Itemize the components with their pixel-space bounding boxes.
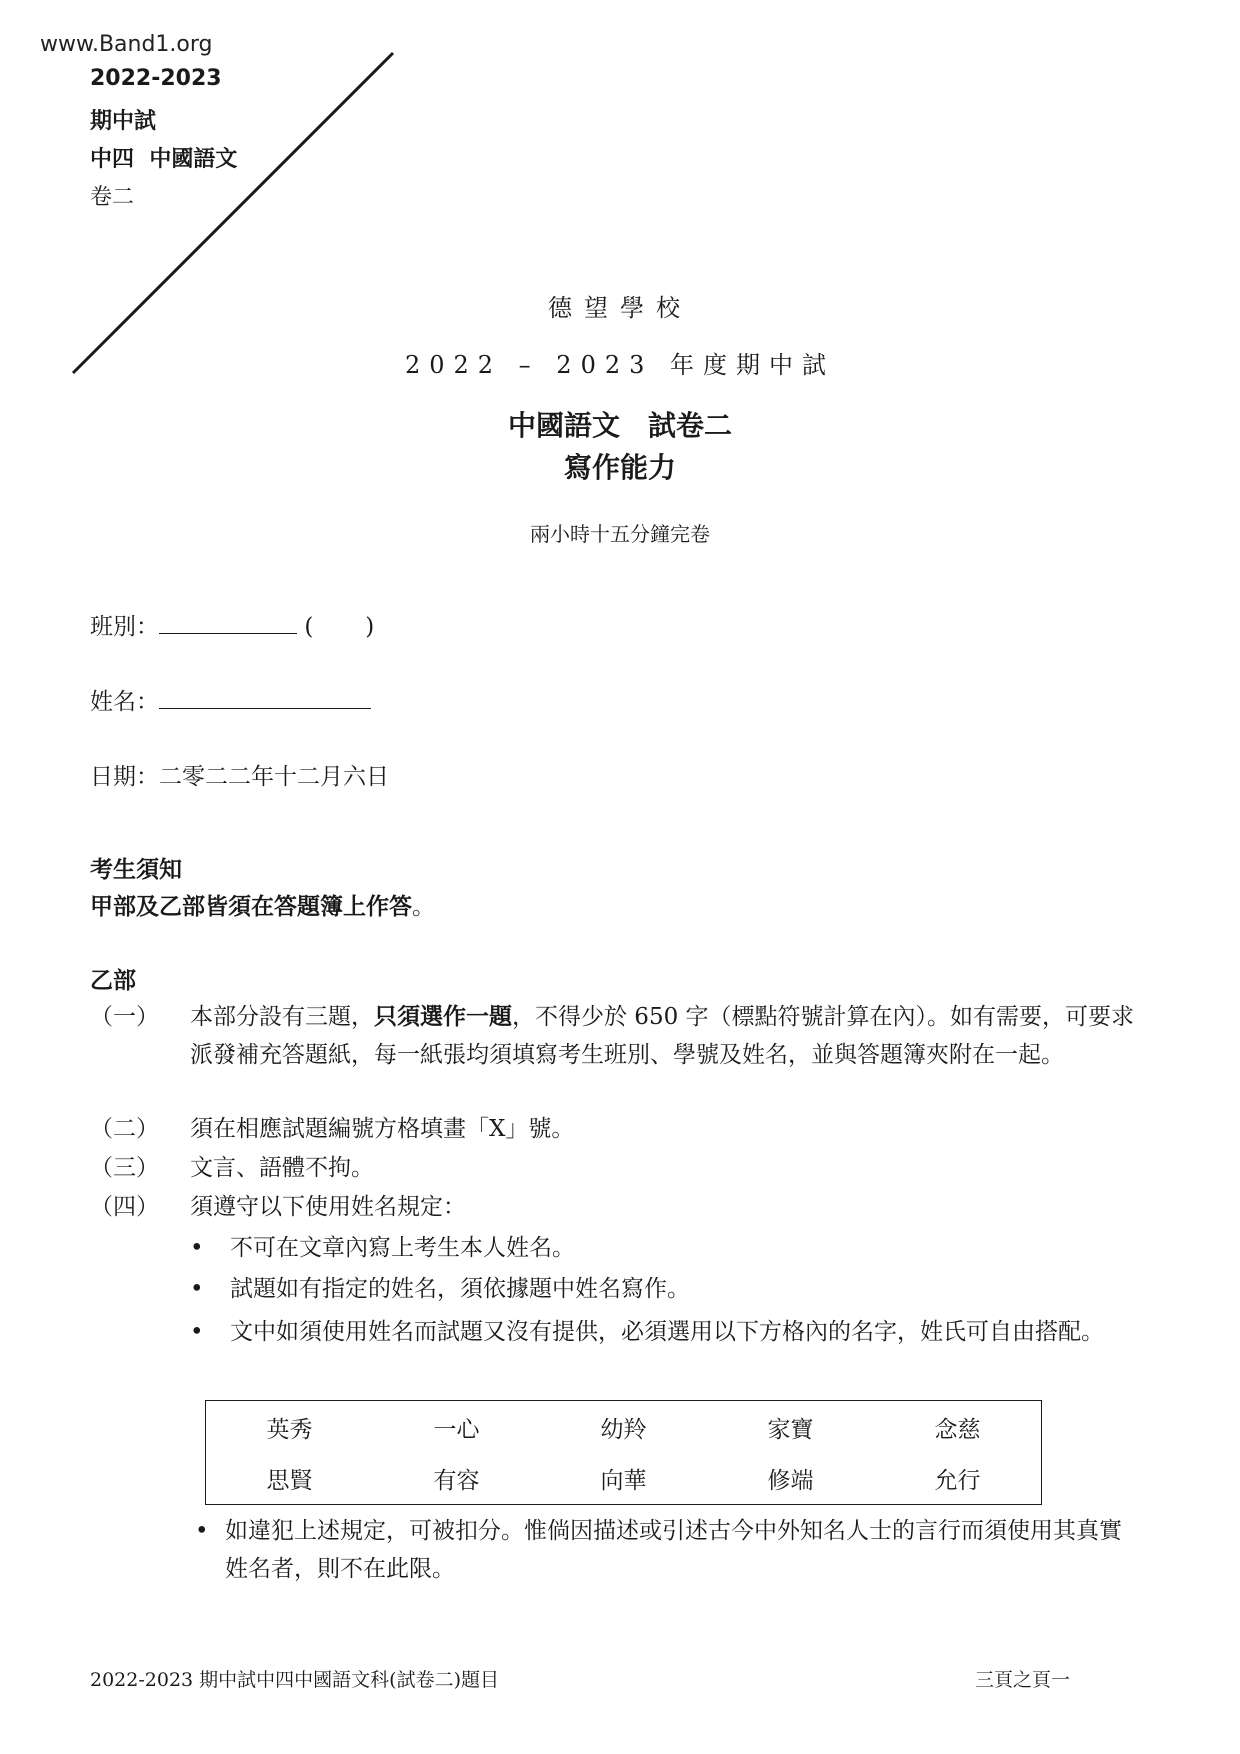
bullet-text: 試題如有指定的姓名，須依據題中姓名寫作。 — [230, 1276, 690, 1302]
rule-3 — [90, 1149, 1150, 1187]
name-cell: 念慈 — [934, 1417, 981, 1443]
class-blank[interactable] — [159, 611, 297, 634]
name-blank[interactable] — [159, 686, 371, 709]
name-cell: 向華 — [600, 1468, 647, 1494]
name-label: 姓名： — [90, 689, 159, 715]
rule-1-pre: 本部分設有三題， — [190, 1004, 374, 1030]
rule-2-text: 須在相應試題編號方格填畫「X」號。 — [190, 1116, 575, 1142]
footer-page-number: 三頁之頁一 — [975, 1669, 1071, 1691]
rule-1-number: （一） — [90, 1004, 159, 1030]
header-year: 2022-2023 — [90, 66, 222, 91]
notice-text: 甲部及乙部皆須在答題簿上作答 — [90, 894, 412, 920]
name-cell: 英秀 — [266, 1417, 313, 1443]
allowed-names-table — [205, 1400, 1042, 1505]
header-subject: 中四 中國語文 — [90, 147, 238, 172]
date-field — [90, 758, 389, 791]
class-label: 班別： — [90, 614, 159, 640]
class-paren-close: ) — [365, 614, 375, 640]
bullet-dot: • — [190, 1235, 204, 1261]
rule-4-number: （四） — [90, 1194, 159, 1220]
bullet-text: 不可在文章內寫上考生本人姓名。 — [230, 1235, 575, 1261]
rule-3-number: （三） — [90, 1155, 159, 1181]
school-name: 德望學校 — [548, 294, 692, 322]
rule-4-text: 須遵守以下使用姓名規定： — [190, 1194, 466, 1220]
bullet-item — [190, 1270, 1130, 1308]
class-paren-open: ( — [304, 614, 314, 640]
class-field — [90, 608, 374, 641]
bullet-item — [190, 1229, 1130, 1267]
name-cell: 有容 — [433, 1468, 480, 1494]
rule-1-text — [190, 998, 1150, 1074]
notice-heading: 考生須知 — [90, 857, 182, 883]
rule-1-bold: 只須選作一題 — [374, 1004, 512, 1030]
rule-1 — [90, 998, 1150, 1118]
rule-2 — [90, 1110, 1150, 1148]
exam-year: 2022 – 2023 年度期中試 — [404, 351, 836, 379]
footer-title: 2022-2023 期中試中四中國語文科(試卷二)題目 — [90, 1669, 499, 1691]
paper-title: 中國語文 試卷二 — [507, 409, 732, 442]
rule-2-number: （二） — [90, 1116, 159, 1142]
header-paper: 卷二 — [90, 185, 135, 210]
notice-period: 。 — [412, 894, 435, 920]
header-exam: 期中試 — [90, 109, 157, 134]
date-value: 二零二二年十二月六日 — [159, 764, 389, 790]
name-cell: 家寶 — [767, 1417, 814, 1443]
section-b-heading: 乙部 — [90, 968, 136, 994]
name-field — [90, 683, 371, 716]
bullet-text: 如違犯上述規定，可被扣分。惟倘因描述或引述古今中外知名人士的言行而須使用其真實姓名者，則不在此限。 — [225, 1518, 1122, 1582]
rule-3-text: 文言、語體不拘。 — [190, 1155, 374, 1181]
date-label: 日期： — [90, 764, 159, 790]
name-cell: 思賢 — [266, 1468, 313, 1494]
exam-duration: 兩小時十五分鐘完卷 — [530, 522, 710, 546]
name-cell: 幼羚 — [600, 1417, 647, 1443]
notice-line — [90, 888, 435, 921]
name-cell: 允行 — [934, 1468, 981, 1494]
rule-1-post: ，不得少於 650 字（標點符號計算在內）。如有需要，可要求派發補充答題紙，每一紙張均須填寫考生班別、學號及姓名，並與答題簿夾附在一起。 — [190, 1004, 1135, 1068]
bullet-dot: • — [195, 1518, 209, 1544]
bullet-dot: • — [190, 1276, 204, 1302]
name-cell: 修端 — [767, 1468, 814, 1494]
bullet-text: 文中如須使用姓名而試題又沒有提供，必須選用以下方格內的名字，姓氏可自由搭配。 — [230, 1319, 1104, 1345]
paper-subtitle: 寫作能力 — [563, 451, 676, 484]
website-url[interactable]: www.Band1.org — [40, 32, 213, 57]
bullet-dot: • — [190, 1319, 204, 1345]
bullet-item-penalty — [195, 1512, 1130, 1592]
bullet-item — [190, 1313, 1130, 1393]
rule-4 — [90, 1188, 1150, 1226]
name-cell: 一心 — [433, 1417, 480, 1443]
